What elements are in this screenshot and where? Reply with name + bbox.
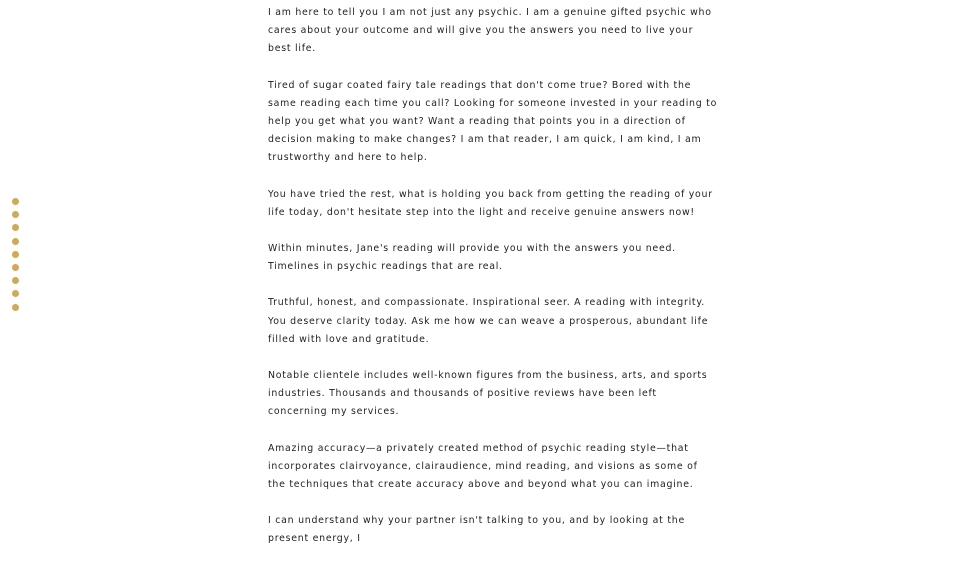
nav-dot[interactable] (12, 224, 19, 231)
bio-paragraph-readings: Tired of sugar coated fairy tale readings that don't come true? Bored with the same reading each time you call? Looking for someone invested in your reading to help you get what you want? Want a reading that points you in a direction of decision making to make changes? I am that reader, I am quick, I am kind, I am trustworthy and here to help. (268, 79, 718, 164)
bio-paragraph-clientele: Notable clientele includes well-known figures from the business, arts, and sports industries. Thousands and thousands of positive reviews have been left concerning my services. (268, 370, 708, 418)
nav-dot[interactable] (12, 198, 19, 205)
section-dot-navigation (12, 198, 20, 317)
nav-dot[interactable] (12, 211, 19, 218)
bio-paragraph-intro: I am here to tell you I am not just any psychic. I am a genuine gifted psychic who cares about your outcome and will give you the answers you need to live your best life. (268, 7, 712, 55)
bio-paragraph-integrity: Truthful, honest, and compassionate. Inspirational seer. A reading with integrity. You deserve clarity today. Ask me how we can weave a prosperous, abundant life filled with love and gratitude. (268, 297, 709, 345)
bio-paragraph-partner: I can understand why your partner isn't talking to you, and by looking at the present energy, I (268, 515, 685, 545)
bio-paragraph-call-to-action: You have tried the rest, what is holding you back from getting the reading of your life today, don't hesitate step into the light and receive genuine answers now! (268, 188, 713, 218)
bio-paragraph-timelines: Within minutes, Jane's reading will provide you with the answers you need. Timelines in psychic readings that are real. (268, 243, 676, 273)
nav-dot[interactable] (12, 264, 19, 271)
nav-dot[interactable] (12, 277, 19, 284)
nav-dot[interactable] (12, 238, 19, 245)
nav-dot[interactable] (12, 290, 19, 297)
bio-text-block (268, 4, 718, 567)
nav-dot[interactable] (12, 304, 19, 311)
nav-dot[interactable] (12, 251, 19, 258)
bio-paragraph-accuracy: Amazing accuracy—a privately created method of psychic reading style—that incorporates clairvoyance, clairaudience, mind reading, and visions as some of the techniques that create accuracy above and beyond what you can imagine. (268, 442, 698, 491)
